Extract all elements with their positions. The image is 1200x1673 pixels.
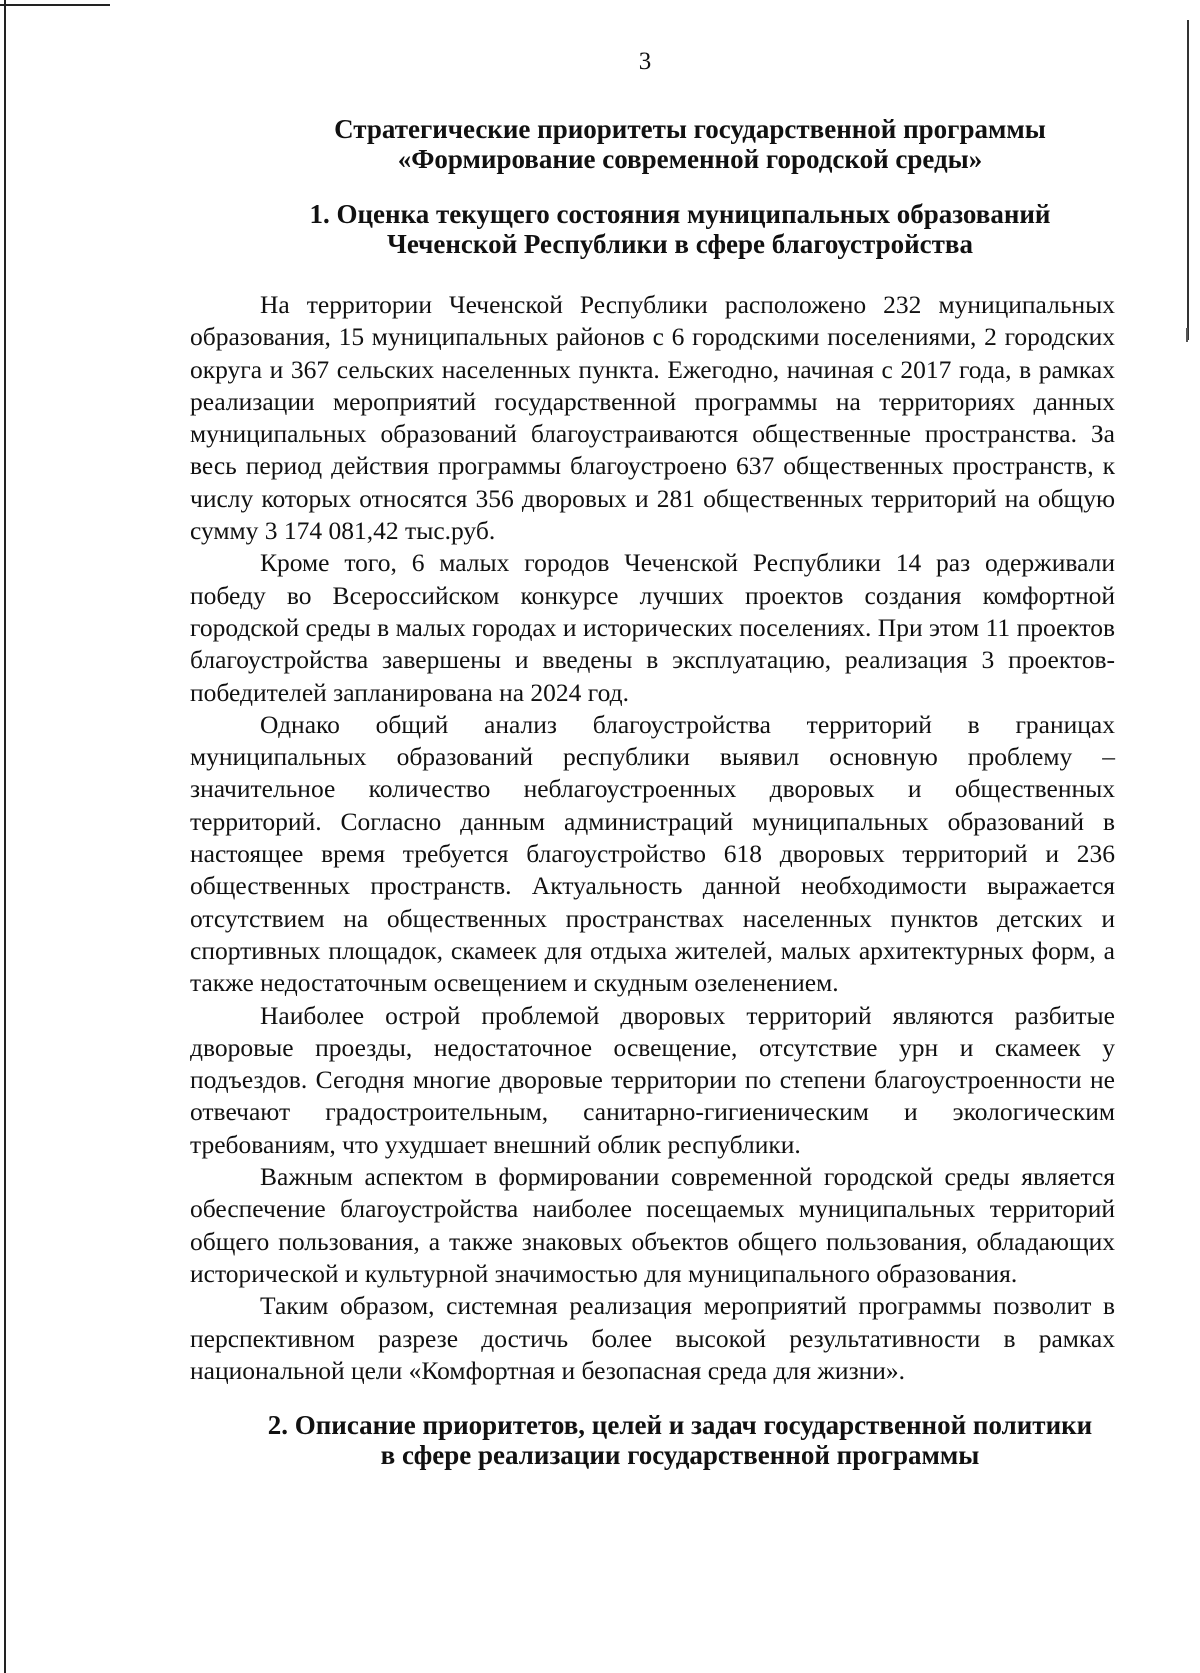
heading-line: 2. Описание приоритетов, целей и задач государственной политики [267,1410,1093,1440]
paragraph: Таким образом, системная реализация мероприятий программы позволит в перспективном разрезе достичь более высокой результативности в рамках национальной цели «Комфортная и безопасная среда для жизни». [190,1291,1115,1385]
heading-line: 1. Оценка текущего состояния муниципальных образований [309,199,1051,229]
scan-border-left [4,0,6,1673]
heading-line: Стратегические приоритеты государственной программы [334,114,1046,144]
heading-line: в сфере реализации государственной программы [380,1440,980,1470]
strategic-priorities-heading [290,114,1090,174]
heading-line: «Формирование современной городской среды» [397,144,983,174]
paragraph: Важным аспектом в формировании современной городской среды является обеспечение благоустройства наиболее посещаемых муниципальных территорий общего пользования, а также знаковых объектов общего пользования, обладающих исторической и культурной значимостью для муниципального образования. [190,1162,1115,1288]
page-number: 3 [638,48,652,75]
paragraph: Наиболее острой проблемой дворовых территорий являются разбитые дворовые проезды, недостаточное освещение, отсутствие урн и скамеек у подъездов. Сегодня многие дворовые территории по степени благоустроенности не отвечают градостроительным, санитарно-гигиеническим и экологическим требованиям, что ухудшает внешний облик республики. [190,1000,1115,1159]
scan-mark [1186,328,1188,342]
paragraph: Однако общий анализ благоустройства территорий в границах муниципальных образований республики выявил основную проблему – значительное количество неблагоустроенных дворовых и общественных территорий. Согласно данным администраций муниципальных образований в настоящее время требуется благоустройство 618 дворовых территорий и 236 общественных пространств. Актуальность данной необходимости выражается отсутствием на общественных пространствах населенных пунктов детских и спортивных площадок, скамеек для отдыха жителей, малых архитектурных форм, а также недостаточным освещением и скудным озеленением. [190,709,1115,998]
paragraph: Кроме того, 6 малых городов Чеченской Республики 14 раз одерживали победу во Всероссийском конкурсе лучших проектов создания комфортной городской среды в малых городах и исторических поселениях. При этом 11 проектов благоустройства завершены и введены в эксплуатацию, реализация 3 проектов-победителей запланирована на 2024 год. [190,548,1115,707]
scan-border-top [0,4,110,6]
section-2-heading [230,1410,1130,1470]
section-1-body [190,289,1115,1387]
heading-line: Чеченской Республики в сфере благоустройства [387,229,973,259]
section-1-heading [280,199,1080,259]
paragraph: На территории Чеченской Республики расположено 232 муниципальных образования, 15 муниципальных районов с 6 городскими поселениями, 2 городских округа и 367 сельских населенных пункта. Ежегодно, начиная с 2017 года, в рамках реализации мероприятий государственной программы на территориях данных муниципальных образований благоустраиваются общественные пространства. За весь период действия программы благоустроено 637 общественных пространств, к числу которых относятся 356 дворовых и 281 общественных территорий на общую сумму 3 174 081,42 тыс.руб. [190,290,1115,546]
